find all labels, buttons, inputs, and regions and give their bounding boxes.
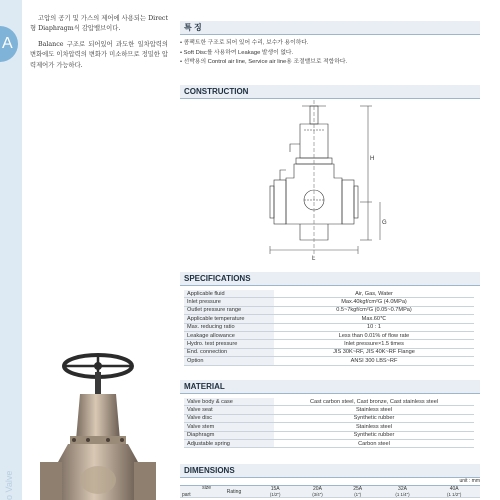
dimensions-table xyxy=(180,485,480,498)
dimension-label-h: H xyxy=(370,156,375,162)
material-table xyxy=(184,398,474,448)
spec-value: Max.40kgf/cm²G (4.0MPa) xyxy=(274,298,474,306)
dimension-label-l: L xyxy=(312,256,316,262)
size-inch: (1 1/2") xyxy=(447,492,462,497)
table-row xyxy=(184,431,474,439)
material-value: Cast carbon steel, Cast bronze, Cast stainless steel xyxy=(274,398,474,406)
table-row xyxy=(184,315,474,323)
table-row xyxy=(184,357,474,365)
size-column-header xyxy=(339,486,377,498)
features-header xyxy=(180,21,480,35)
part-header: part xyxy=(182,492,191,498)
spec-value: ANSI 300 LBS~RF xyxy=(274,357,474,365)
table-row xyxy=(184,306,474,314)
spec-value: 0.5~7kgf/cm²G (0.05~0.7MPa) xyxy=(274,306,474,314)
spec-key: Max. reducing ratio xyxy=(184,323,274,331)
size-value: 15A xyxy=(270,486,280,492)
material-title: MATERIAL xyxy=(184,382,225,391)
material-part: Valve body & case xyxy=(184,398,274,406)
material-part: Valve stem xyxy=(184,423,274,431)
table-row xyxy=(184,298,474,306)
size-inch: (3/4") xyxy=(312,492,323,497)
features-list xyxy=(180,39,480,68)
feature-item: • Soft Disc를 사용하여 Leakage 발생이 없다. xyxy=(180,49,480,59)
table-row xyxy=(184,423,474,431)
construction-header xyxy=(180,85,480,99)
intro-text xyxy=(30,14,168,76)
feature-item: • 콤팩트한 구조로 되어 있어 수리, 보수가 용이하다. xyxy=(180,39,480,49)
spec-key: Hydro. test pressure xyxy=(184,340,274,348)
section-badge: A xyxy=(0,26,18,62)
size-column-header xyxy=(254,486,296,498)
spec-key: Outlet pressure range xyxy=(184,306,274,314)
size-column-header xyxy=(296,486,338,498)
valve-photo xyxy=(30,350,160,500)
dimensions-header xyxy=(180,464,480,478)
intro-paragraph: 고압의 공기 및 가스의 제어에 사용되는 Direct형 Diaphragm식 감압밸브이다. xyxy=(30,15,168,33)
dimensions-title: DIMENSIONS xyxy=(184,466,235,475)
material-part: Valve seat xyxy=(184,406,274,414)
specifications-table xyxy=(184,290,474,366)
table-row xyxy=(184,323,474,331)
dimension-label-g: G xyxy=(382,220,387,226)
spec-value: JIS 30K~RF, JIS 40K~RF Flange xyxy=(274,348,474,356)
spec-key: Leakage allowance xyxy=(184,331,274,339)
size-column-header xyxy=(428,486,480,498)
size-column-header xyxy=(377,486,429,498)
spec-key: End. connection xyxy=(184,348,274,356)
construction-title: CONSTRUCTION xyxy=(184,87,249,96)
table-row xyxy=(184,439,474,447)
spec-key: Option xyxy=(184,357,274,365)
table-row xyxy=(184,290,474,298)
size-inch: (1/2") xyxy=(269,492,281,497)
spec-value: 10 : 1 xyxy=(274,323,474,331)
size-value: 25A xyxy=(353,486,363,492)
table-row xyxy=(184,406,474,414)
rating-header: Rating xyxy=(214,486,254,498)
construction-drawing xyxy=(260,100,400,265)
table-row xyxy=(184,414,474,422)
material-part: Valve disc xyxy=(184,414,274,422)
features-title: 특 징 xyxy=(184,23,202,32)
spec-value: Max.60℃ xyxy=(274,315,474,323)
material-part: Adjustable spring xyxy=(184,439,274,447)
table-row xyxy=(184,331,474,339)
spec-key: Inlet pressure xyxy=(184,298,274,306)
table-row xyxy=(184,398,474,406)
intro-paragraph: Balance 구조로 되어있어 과도한 일차압력의 변화에도 이차압력의 변화가 미소하므로 정밀한 압력제어가 가능하다. xyxy=(30,40,168,69)
size-value: 32A xyxy=(398,486,407,492)
spec-key: Applicable temperature xyxy=(184,315,274,323)
material-header xyxy=(180,380,480,394)
material-value: Synthetic rubber xyxy=(274,431,474,439)
specifications-title: SPECIFICATIONS xyxy=(184,274,251,283)
specifications-header xyxy=(180,272,480,286)
material-value: Stainless steel xyxy=(274,406,474,414)
material-part: Diaphragm xyxy=(184,431,274,439)
material-value: Synthetic rubber xyxy=(274,414,474,422)
size-header: size xyxy=(202,485,211,491)
side-vertical-label: o Valve xyxy=(4,470,14,500)
material-value: Carbon steel xyxy=(274,439,474,447)
spec-key: Applicable fluid xyxy=(184,290,274,298)
size-inch: (1") xyxy=(354,492,362,497)
table-row xyxy=(184,348,474,356)
dimensions-corner-cell xyxy=(180,486,214,498)
table-row xyxy=(184,340,474,348)
side-band xyxy=(0,0,22,500)
spec-value: Less than 0.01% of flow rate xyxy=(274,331,474,339)
dimensions-unit: unit : mm xyxy=(459,478,480,484)
size-inch: (1 1/4") xyxy=(395,492,410,497)
feature-item: • 선박용의 Control air line, Service air line용 조절밸브로 적합하다. xyxy=(180,58,480,68)
spec-value: Air, Gas, Water xyxy=(274,290,474,298)
spec-value: Inlet pressure×1.5 times xyxy=(274,340,474,348)
size-value: 20A xyxy=(313,486,322,492)
size-value: 40A xyxy=(449,486,459,492)
material-value: Stainless steel xyxy=(274,423,474,431)
